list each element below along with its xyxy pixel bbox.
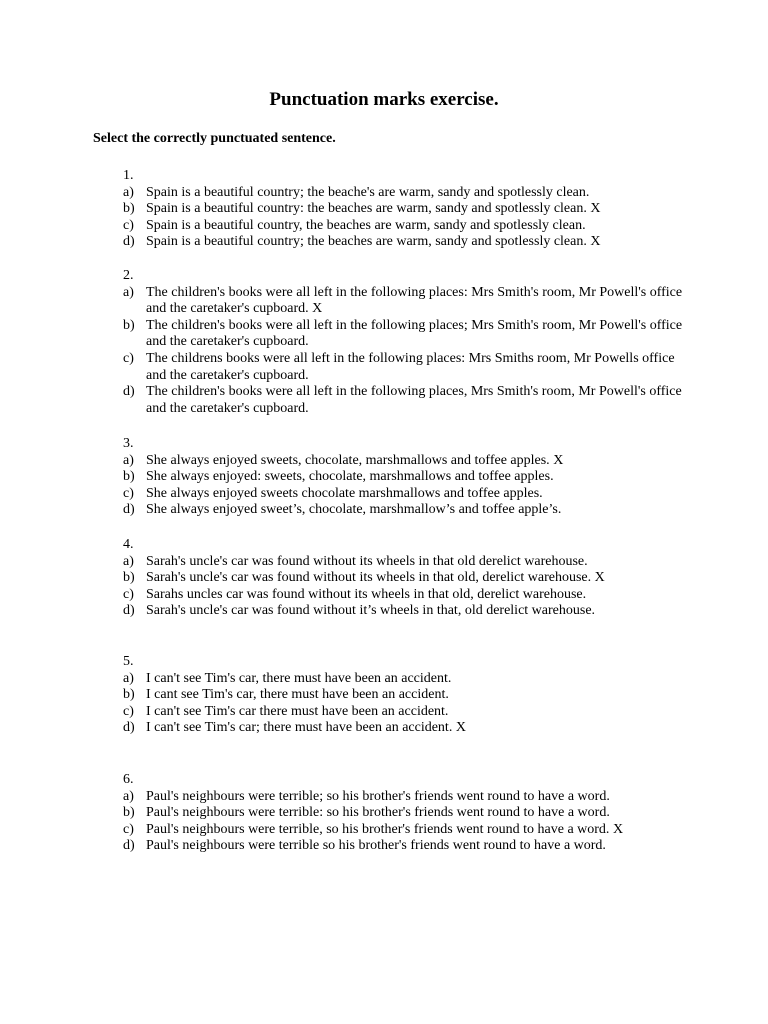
option-c xyxy=(123,704,683,721)
option-sentence: Paul's neighbours were terrible, so his brother's friends went round to have a word. xyxy=(146,821,610,837)
option-c xyxy=(123,486,683,503)
option-text xyxy=(146,570,683,587)
page-title: Punctuation marks exercise. xyxy=(269,89,499,110)
option-letter: d) xyxy=(123,603,135,619)
question-number: 3. xyxy=(123,436,134,451)
option-sentence: Spain is a beautiful country: the beaches are warm, sandy and spotlessly clean. xyxy=(146,201,587,217)
option-a xyxy=(123,185,683,202)
question-1 xyxy=(123,168,683,251)
option-sentence: Sarah's uncle's car was found without its wheels in that old, derelict warehouse. xyxy=(146,570,592,586)
option-text xyxy=(146,671,683,688)
question-number: 1. xyxy=(123,168,134,183)
option-text xyxy=(146,453,683,470)
option-c xyxy=(123,822,683,839)
option-text xyxy=(146,687,683,704)
option-sentence: Sarah's uncle's car was found without its wheels in that old derelict warehouse. xyxy=(146,553,588,569)
option-text xyxy=(146,234,683,251)
option-a xyxy=(123,453,683,470)
option-c xyxy=(123,587,683,604)
option-letter: c) xyxy=(123,821,134,837)
option-letter: d) xyxy=(123,720,135,736)
instruction-text: Select the correctly punctuated sentence. xyxy=(93,131,336,146)
option-sentence: Sarah's uncle's car was found without it’s wheels in that, old derelict warehouse. xyxy=(146,603,596,619)
option-letter: a) xyxy=(123,452,134,468)
option-d xyxy=(123,720,683,737)
option-text xyxy=(146,789,683,806)
answer-mark: X xyxy=(612,821,624,837)
question-number: 4. xyxy=(123,537,134,552)
option-letter: c) xyxy=(123,485,134,501)
option-sentence: The children's books were all left in the following places: Mrs Smith's room, Mr Powell's office and the caretaker's cupboard. xyxy=(146,284,683,317)
option-sentence: I can't see Tim's car there must have been an accident. xyxy=(146,703,449,719)
question-2 xyxy=(123,268,683,417)
question-5 xyxy=(123,654,683,737)
option-text xyxy=(146,805,683,822)
answer-mark: X xyxy=(590,201,601,217)
answer-mark: X xyxy=(553,452,564,468)
option-text xyxy=(146,384,683,417)
option-letter: a) xyxy=(123,788,134,804)
option-d xyxy=(123,234,683,251)
option-sentence: She always enjoyed sweet’s, chocolate, marshmallow’s and toffee apple’s. xyxy=(146,502,562,518)
option-text xyxy=(146,587,683,604)
option-sentence: The childrens books were all left in the following places: Mrs Smiths room, Mr Powells office and the caretaker's cupboard. xyxy=(146,350,675,383)
option-d xyxy=(123,502,683,519)
option-text xyxy=(146,822,683,839)
option-a xyxy=(123,285,683,318)
question-number: 5. xyxy=(123,654,134,669)
option-c xyxy=(123,218,683,235)
question-number: 2. xyxy=(123,268,134,283)
option-letter: b) xyxy=(123,570,135,586)
option-b xyxy=(123,805,683,822)
option-b xyxy=(123,687,683,704)
option-letter: b) xyxy=(123,317,135,333)
option-letter: a) xyxy=(123,284,134,300)
option-letter: d) xyxy=(123,384,135,400)
option-letter: b) xyxy=(123,805,135,821)
option-text xyxy=(146,554,683,571)
option-sentence: Paul's neighbours were terrible so his brother's friends went round to have a word. xyxy=(146,838,606,854)
option-text xyxy=(146,218,683,235)
option-b xyxy=(123,469,683,486)
option-sentence: I can't see Tim's car, there must have been an accident. xyxy=(146,670,452,686)
question-number: 6. xyxy=(123,772,134,787)
option-text xyxy=(146,838,683,855)
option-text xyxy=(146,318,683,351)
option-sentence: Sarahs uncles car was found without its wheels in that old, derelict warehouse. xyxy=(146,586,587,602)
option-d xyxy=(123,838,683,855)
option-letter: d) xyxy=(123,838,135,854)
option-letter: b) xyxy=(123,687,135,703)
option-a xyxy=(123,671,683,688)
option-text xyxy=(146,502,683,519)
option-letter: a) xyxy=(123,553,134,569)
option-a xyxy=(123,789,683,806)
option-sentence: I can't see Tim's car; there must have been an accident. xyxy=(146,720,453,736)
option-d xyxy=(123,384,683,417)
question-4 xyxy=(123,537,683,620)
answer-mark: X xyxy=(590,234,601,250)
option-letter: a) xyxy=(123,184,134,200)
question-6 xyxy=(123,772,683,855)
option-sentence: The children's books were all left in the following places, Mrs Smith's room, Mr Powell's office and the caretaker's cupboard. xyxy=(146,384,682,416)
option-letter: d) xyxy=(123,234,135,250)
answer-mark: X xyxy=(455,720,466,736)
option-letter: c) xyxy=(123,586,134,602)
option-b xyxy=(123,318,683,351)
option-c xyxy=(123,351,683,384)
option-text xyxy=(146,486,683,503)
option-sentence: Spain is a beautiful country; the beaches are warm, sandy and spotlessly clean. xyxy=(146,234,587,250)
option-a xyxy=(123,554,683,571)
option-d xyxy=(123,603,683,620)
option-text xyxy=(146,469,683,486)
option-sentence: She always enjoyed sweets chocolate marshmallows and toffee apples. xyxy=(146,485,543,501)
option-letter: a) xyxy=(123,670,134,686)
option-sentence: She always enjoyed: sweets, chocolate, marshmallows and toffee apples. xyxy=(146,469,554,485)
answer-mark: X xyxy=(594,570,605,586)
option-b xyxy=(123,570,683,587)
option-sentence: I cant see Tim's car, there must have been an accident. xyxy=(146,687,449,703)
option-sentence: Paul's neighbours were terrible: so his brother's friends went round to have a word. xyxy=(146,805,610,821)
option-sentence: She always enjoyed sweets, chocolate, marshmallows and toffee apples. xyxy=(146,452,550,468)
option-text xyxy=(146,603,683,620)
option-text xyxy=(146,285,683,318)
option-letter: b) xyxy=(123,201,135,217)
option-sentence: The children's books were all left in the following places; Mrs Smith's room, Mr Powell's office and the caretaker's cupboard. xyxy=(146,317,683,350)
question-3 xyxy=(123,436,683,519)
option-text xyxy=(146,351,683,384)
option-text xyxy=(146,704,683,721)
option-letter: b) xyxy=(123,469,135,485)
option-text xyxy=(146,185,683,202)
option-sentence: Paul's neighbours were terrible; so his brother's friends went round to have a word. xyxy=(146,788,610,804)
option-text xyxy=(146,720,683,737)
option-sentence: Spain is a beautiful country, the beaches are warm, sandy and spotlessly clean. xyxy=(146,217,586,233)
option-text xyxy=(146,201,683,218)
option-b xyxy=(123,201,683,218)
answer-mark: X xyxy=(312,301,323,317)
option-sentence: Spain is a beautiful country; the beache's are warm, sandy and spotlessly clean. xyxy=(146,184,590,200)
option-letter: c) xyxy=(123,350,134,366)
option-letter: c) xyxy=(123,217,134,233)
option-letter: c) xyxy=(123,703,134,719)
option-letter: d) xyxy=(123,502,135,518)
